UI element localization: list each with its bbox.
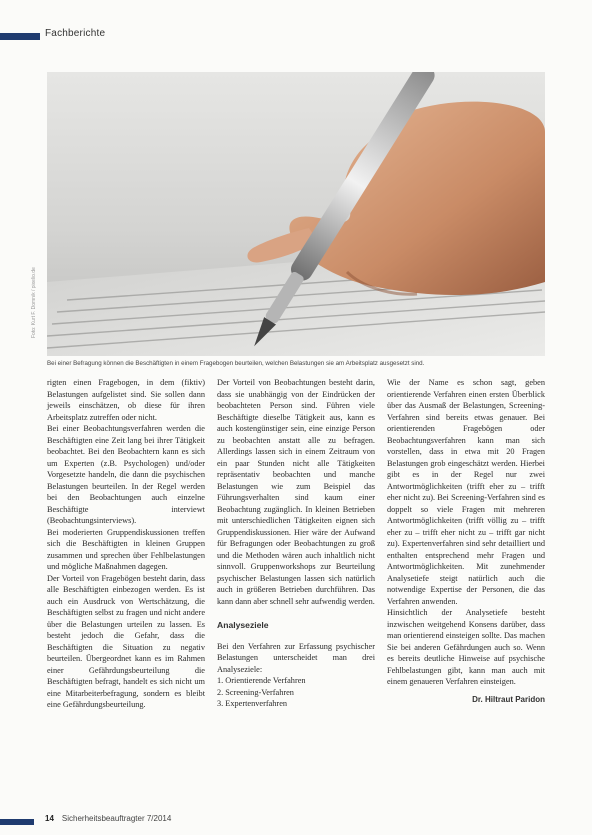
section-marker xyxy=(0,33,40,40)
paragraph: rigten einen Fragebogen, in dem (fiktiv) Belastungen aufgelistet sind. Sie sollen dann jeweils einschätzen, ob diese für ihren Arbeitsplatz zutreffen oder nicht. xyxy=(47,378,205,422)
article-photo xyxy=(47,72,545,356)
magazine-title: Sicherheitsbeauftragter 7/2014 xyxy=(61,814,172,823)
paragraph: Der Vorteil von Beobachtungen besteht darin, dass sie unabhängig von der Eindrücken der beobachteten Person sind. Führen viele Beschäftigte dieselbe Tätigkeit aus, kann es auch kostengünstiger sein, eine einzige Person zu beobachten anstatt alle zu befragen. Allerdings lassen sich in einem Zeitraum von ein paar Stunden nicht alle Tätigkeiten repräsentativ beobachten und manche Belastungen wie zum Beispiel das Führungsverhalten sind kaum einer Beobachtung zugänglich. In kleinen Betrieben mit unterschiedlichen Tätigkeiten eignen sich Gruppendiskussionen. Hier wäre der Aufwand für Befragungen oder Beobachtungen zu groß und die Methoden wären auch inhaltlich nicht sinnvoll. Gruppenworkshops zur Beurteilung psychischer Belastungen lassen sich natürlich auch in größeren Betrieben durchführen. Das kann dann aber schnell sehr aufwendig werden. xyxy=(217,378,375,606)
list-item: 3. Expertenverfahren xyxy=(217,699,288,708)
paragraph: Bei moderierten Gruppendiskussionen treffen sich die Beschäftigten in kleinen Gruppen zusammen und sprechen über Fehlbelastungen und mögliche Maßnahmen dagegen. xyxy=(47,527,205,571)
list-item: 2. Screening-Verfahren xyxy=(217,687,294,697)
paragraph: Bei einer Beobachtungsverfahren werden die Beschäftigten eine Zeit lang bei ihrer Tätigkeit beobachtet. Bei den Beobachtern kann es sich um Experten (z.B. Psychologen) und/oder Vorgesetzte handeln, die dann die psychischen Belastungen beurteilen. In der Regel werden bei den Beobachtungen auch einzelne Beschäftigte interviewt (Beobachtungsinterviews). xyxy=(47,424,205,525)
list-item: 1. Orientierende Verfahren xyxy=(217,676,306,685)
section-label: Fachberichte xyxy=(45,28,106,39)
paragraph: Hinsichtlich der Analysetiefe besteht inzwischen weitgehend Konsens darüber, dass man orientierend einsteigen sollte. Das machen Sie bei anderen Gefährdungen auch so. Wenn es bereits deutliche Hinweise auf psychische Fehlbelastungen gibt, kann man auch mit einem genaueren Verfahren einsteigen. xyxy=(387,608,545,686)
footer-marker xyxy=(0,819,34,825)
photo-caption: Bei einer Befragung können die Beschäftigten in einem Fragebogen beurteilen, welchen Belastungen sie am Arbeitsplatz ausgesetzt sind. xyxy=(47,360,425,367)
text-column-1 xyxy=(47,377,205,711)
paragraph: Wie der Name es schon sagt, geben orientierende Verfahren einen ersten Überblick über das Ausmaß der Belastungen, Screening-Verfahren sind bereits etwas genauer. Bei orientierenden Fragebögen oder Beobachtungsverfahren kann man sich vorstellen, dass in etwa mit 20 Fragen Belastungen grob eingeschätzt werden. Hierbei gibt es in der Regel nur zwei Antwortmöglichkeiten (trifft eher zu – trifft eher nicht zu). Bei Screening-Verfahren sind es doppelt so viele Fragen mit mehreren Antwortmöglichkeiten (trifft völlig zu – trifft eher zu – trifft eher nicht zu – trifft gar nicht zu). Expertenverfahren sind sehr detailliert und enthalten entsprechend mehr Fragen und Antwortmöglichkeiten. Mit zunehmender Analysetiefe steigt natürlich auch die notwendige Expertise der Personen, die das Verfahren anwenden. xyxy=(387,378,545,606)
analysis-goal-list xyxy=(217,675,375,710)
page-number: 14 xyxy=(45,814,54,823)
author-name: Dr. Hiltraut Paridon xyxy=(472,694,545,704)
subheading: Analyseziele xyxy=(217,620,269,630)
photo-credit: Foto: Kurt F. Domnik / pixelio.de xyxy=(31,267,37,338)
text-column-3 xyxy=(387,377,545,705)
paragraph: Bei den Verfahren zur Erfassung psychischer Belastungen unterscheidet man drei Analyseziele: xyxy=(217,641,375,674)
paragraph: Der Vorteil von Fragebögen besteht darin, dass alle Beschäftigten einbezogen werden. Es ist auch ein Ausdruck von Wertschätzung, die Beschäftigten selbst zu fragen und nicht andere über die Belastungen urteilen zu lassen. Es besteht jedoch die Gefahr, dass die Beschäftigten die Situation zu negativ beurteilen. Übergeordnet kann es im Rahmen einer Gefährdungsbeurteilung die Beschäftigten befragt, handelt es sich nicht um eine Mitarbeiterbefragung, sondern es bleibt eine Gefährdungsbeurteilung. xyxy=(47,573,205,709)
page-footer xyxy=(45,814,171,823)
text-column-2 xyxy=(217,377,375,710)
